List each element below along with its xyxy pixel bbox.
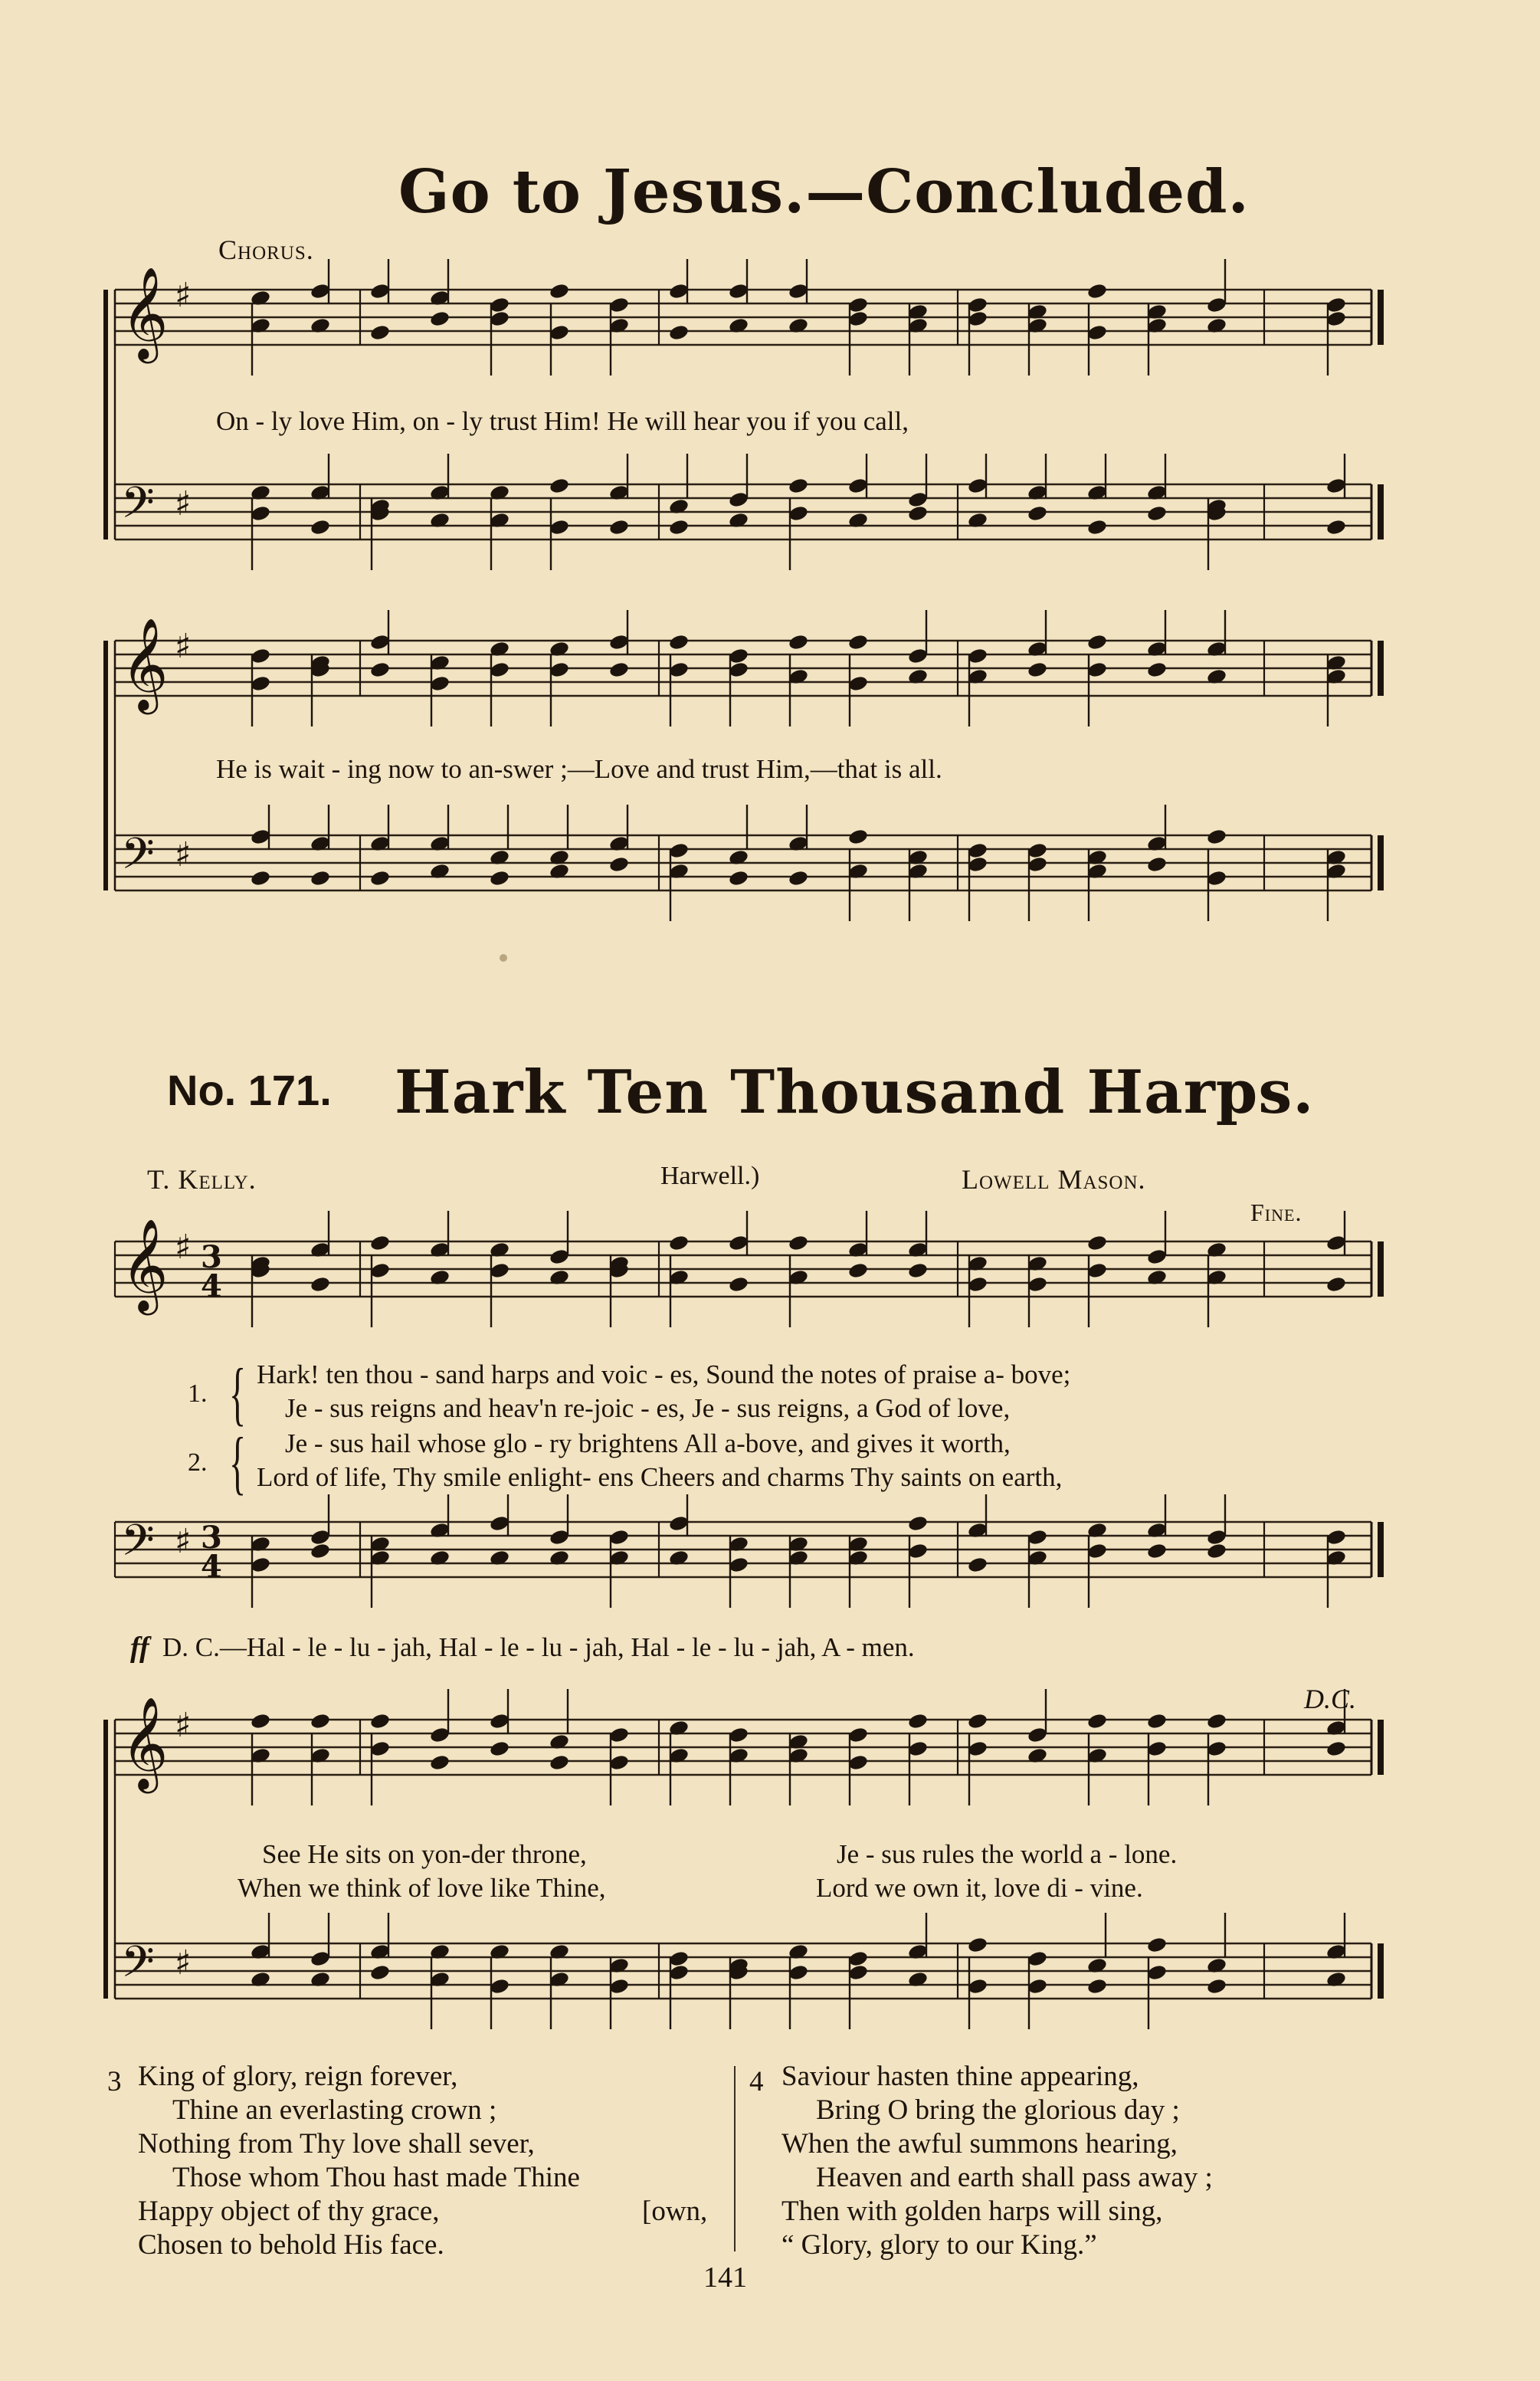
svg-text:3: 3 bbox=[201, 1239, 222, 1275]
stanza4-line-2: Bring O bring the glorious day ; bbox=[816, 2094, 1180, 2126]
separator-dot bbox=[500, 954, 507, 962]
svg-text:𝄢: 𝄢 bbox=[121, 1937, 155, 1998]
dc-marker: D.C. bbox=[1304, 1684, 1357, 1714]
svg-text:♯: ♯ bbox=[175, 1706, 192, 1745]
stanza3-line-2: Thine an everlasting crown ; bbox=[172, 2094, 497, 2126]
tune-name: Harwell.) bbox=[660, 1162, 760, 1190]
stanza4-line-3: When the awful summons hearing, bbox=[781, 2128, 1178, 2160]
verse1-line-1: Hark! ten thou - sand harps and voic - es, Sound the notes of praise a- bove; bbox=[257, 1359, 1071, 1389]
svg-text:4: 4 bbox=[201, 1268, 222, 1304]
svg-text:𝄞: 𝄞 bbox=[121, 1696, 169, 1789]
stanza3-line-3: Nothing from Thy love shall sever, bbox=[138, 2128, 535, 2160]
svg-text:3: 3 bbox=[201, 1520, 222, 1556]
stanza4-line-1: Saviour hasten thine appearing, bbox=[781, 2061, 1139, 2092]
svg-text:♯: ♯ bbox=[175, 1228, 192, 1267]
svg-text:𝄞: 𝄞 bbox=[121, 1218, 169, 1311]
song-number: No. 171. bbox=[167, 1066, 332, 1114]
svg-text:♯: ♯ bbox=[175, 1943, 192, 1983]
svg-text:𝄢: 𝄢 bbox=[121, 1516, 155, 1576]
bridge-line-1: See He sits on yon-der throne, bbox=[262, 1839, 587, 1869]
svg-text:𝄞: 𝄞 bbox=[121, 617, 169, 710]
page-number: 141 bbox=[703, 2261, 747, 2294]
stanza3-line-4: Those whom Thou hast made Thine bbox=[172, 2162, 580, 2193]
stanza3-line-1: King of glory, reign forever, bbox=[138, 2061, 458, 2092]
verse2-line-1: Je - sus hail whose glo - ry brightens All a-bove, and gives it worth, bbox=[285, 1428, 1011, 1458]
svg-text:𝄞: 𝄞 bbox=[121, 266, 169, 359]
refrain-dynamic: ff bbox=[130, 1632, 149, 1664]
svg-text:♯: ♯ bbox=[175, 627, 192, 666]
staff-system-3-bass bbox=[0, 1494, 1540, 1632]
svg-text:♯: ♯ bbox=[175, 835, 192, 874]
fine-marker: Fine. bbox=[1250, 1199, 1302, 1226]
stanza4-line-4: Heaven and earth shall pass away ; bbox=[816, 2162, 1213, 2193]
stanza3-line-5: Happy object of thy grace, bbox=[138, 2196, 440, 2227]
verse2-marker: 2. bbox=[188, 1448, 208, 1477]
author-credit: T. Kelly. bbox=[147, 1164, 257, 1195]
refrain-line: D. C.—Hal - le - lu - jah, Hal - le - lu - jah, Hal - le - lu - jah, A - men. bbox=[162, 1632, 915, 1662]
song1-lyric-line-2: He is wait - ing now to an-swer ;—Love and trust Him,—that is all. bbox=[216, 754, 942, 784]
stanza4-line-6: “ Glory, glory to our King.” bbox=[781, 2229, 1097, 2261]
song1-title: Go to Jesus.—Concluded. bbox=[398, 157, 1250, 227]
staff-system-4 bbox=[0, 1686, 1540, 2054]
svg-text:𝄢: 𝄢 bbox=[121, 829, 155, 890]
svg-text:♯: ♯ bbox=[175, 484, 192, 523]
bridge-line-2: When we think of love like Thine, bbox=[238, 1873, 606, 1903]
stanza4-number: 4 bbox=[749, 2066, 764, 2097]
bridge-line-1-right: Je - sus rules the world a - lone. bbox=[837, 1839, 1178, 1869]
stanza3-line-6: Chosen to behold His face. bbox=[138, 2229, 444, 2261]
bridge-line-2-right: Lord we own it, love di - vine. bbox=[816, 1873, 1143, 1903]
stanza3-wrap: [own, bbox=[642, 2196, 708, 2227]
verse2-brace: { bbox=[229, 1423, 247, 1501]
stanza3 bbox=[138, 2060, 580, 2262]
svg-text:♯: ♯ bbox=[175, 276, 192, 315]
stanza4-line-5: Then with golden harps will sing, bbox=[781, 2196, 1163, 2227]
stanza-divider bbox=[734, 2066, 736, 2251]
svg-text:♯: ♯ bbox=[175, 1522, 192, 1561]
stanza3-number: 3 bbox=[107, 2066, 122, 2097]
svg-text:𝄢: 𝄢 bbox=[121, 478, 155, 539]
verse1-brace: { bbox=[229, 1354, 247, 1432]
verse1-marker: 1. bbox=[188, 1379, 208, 1408]
svg-text:4: 4 bbox=[201, 1549, 222, 1585]
song1-lyric-line-1: On - ly love Him, on - ly trust Him! He will hear you if you call, bbox=[216, 406, 909, 436]
song2-title: Hark Ten Thousand Harps. bbox=[395, 1058, 1315, 1127]
stanza4 bbox=[781, 2060, 1213, 2262]
verse1-line-2: Je - sus reigns and heav'n re-joic - es, Je - sus reigns, a God of love, bbox=[285, 1393, 1011, 1423]
composer-credit: Lowell Mason. bbox=[962, 1164, 1146, 1195]
verse2-line-2: Lord of life, Thy smile enlight- ens Cheers and charms Thy saints on earth, bbox=[257, 1462, 1063, 1492]
chorus-label: Chorus. bbox=[218, 234, 314, 265]
